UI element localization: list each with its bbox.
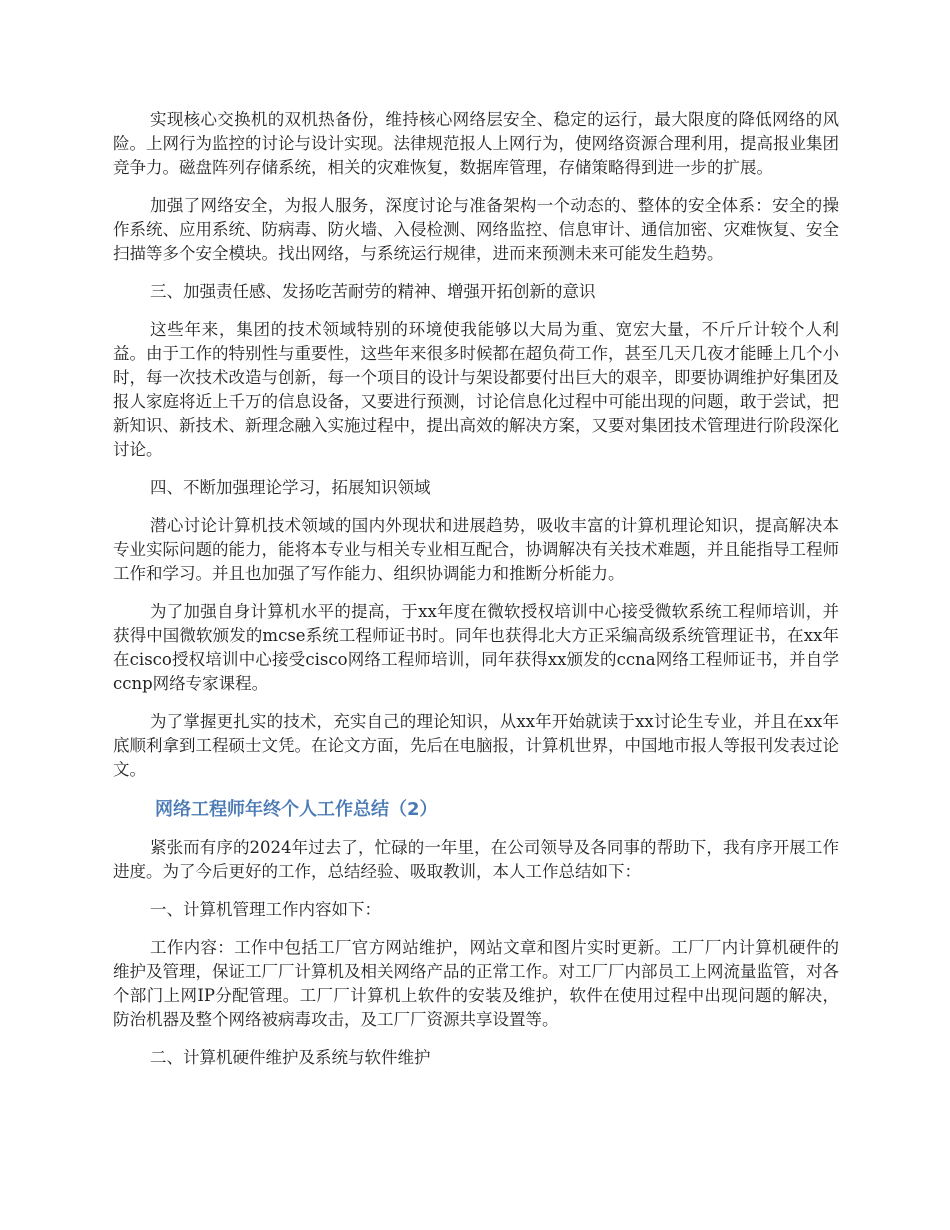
- paragraph-intro: 紧张而有序的2024年过去了，忙碌的一年里，在公司领导及各同事的帮助下，我有序开展工作进度。为了今后更好的工作，总结经验、吸取教训，本人工作总结如下：: [113, 838, 839, 881]
- paragraph-theory-study: 潜心讨论计算机技术领域的国内外现状和进展趋势，吸收丰富的计算机理论知识，提高解决本专业实际问题的能力，能将本专业与相关专业相互配合，协调解决有关技术难题，并且能指导工程师工作和学习。并且也加强了写作能力、组织协调能力和推断分析能力。: [113, 516, 839, 583]
- paragraph-responsibility: 这些年来，集团的技术领域特别的环境使我能够以大局为重、宽宏大量，不斤斤计较个人利益。由于工作的特别性与重要性，这些年来很多时候都在超负荷工作，甚至几天几夜才能睡上几个小时，每一次技术改造与创新，每一个项目的设计与架设都要付出巨大的艰辛，即要协调维护好集团及报人家庭将近上千万的信息设备，又要进行预测，讨论信息化过程中可能出现的问题，敢于尝试，把新知识、新技术、新理念融入实施过程中，提出高效的解决方案，又要对集团技术管理进行阶段深化讨论。: [113, 320, 839, 459]
- section-heading-3: 三、加强责任感、发扬吃苦耐劳的精神、增强开拓创新的意识: [150, 282, 596, 301]
- paragraph-degree-papers: 为了掌握更扎实的技术，充实自己的理论知识，从xx年开始就读于xx讨论生专业，并且在xx年底顺利拿到工程硕士文凭。在论文方面，先后在电脑报，计算机世界，中国地市报人等报刊发表过论文。: [113, 712, 839, 779]
- document-page: [113, 108, 839, 1084]
- article-title: 网络工程师年终个人工作总结（2）: [155, 799, 438, 820]
- section-heading-2: 二、计算机硬件维护及系统与软件维护: [150, 1048, 431, 1067]
- paragraph-work-content: 工作内容：工作中包括工厂官方网站维护，网站文章和图片实时更新。工厂厂内计算机硬件的维护及管理，保证工厂厂计算机及相关网络产品的正常工作。对工厂厂内部员工上网流量监管，对各个部门上网IP分配管理。工厂厂计算机上软件的安装及维护，软件在使用过程中出现问题的解决，防治机器及整个网络被病毒攻击，及工厂厂资源共享设置等。: [113, 938, 839, 1029]
- paragraph-hot-backup: 实现核心交换机的双机热备份，维持核心网络层安全、稳定的运行，最大限度的降低网络的风险。上网行为监控的讨论与设计实现。法律规范报人上网行为，使网络资源合理利用，提高报业集团竞争力。磁盘阵列存储系统，相关的灾难恢复，数据库管理，存储策略得到进一步的扩展。: [113, 110, 839, 177]
- section-heading-4: 四、不断加强理论学习，拓展知识领域: [150, 478, 431, 497]
- section-heading-1: 一、计算机管理工作内容如下：: [150, 900, 381, 919]
- paragraph-network-security: 加强了网络安全，为报人服务，深度讨论与准备架构一个动态的、整体的安全体系：安全的操作系统、应用系统、防病毒、防火墙、入侵检测、网络监控、信息审计、通信加密、灾难恢复、安全扫描等多个安全模块。找出网络，与系统运行规律，进而来预测未来可能发生趋势。: [113, 196, 839, 263]
- paragraph-certifications: 为了加强自身计算机水平的提高，于xx年度在微软授权培训中心接受微软系统工程师培训，并获得中国微软颁发的mcse系统工程师证书时。同年也获得北大方正采编高级系统管理证书，在xx年在cisco授权培训中心接受cisco网络工程师培训，同年获得xx颁发的ccna网络工程师证书，并自学ccnp网络专家课程。: [113, 602, 839, 693]
